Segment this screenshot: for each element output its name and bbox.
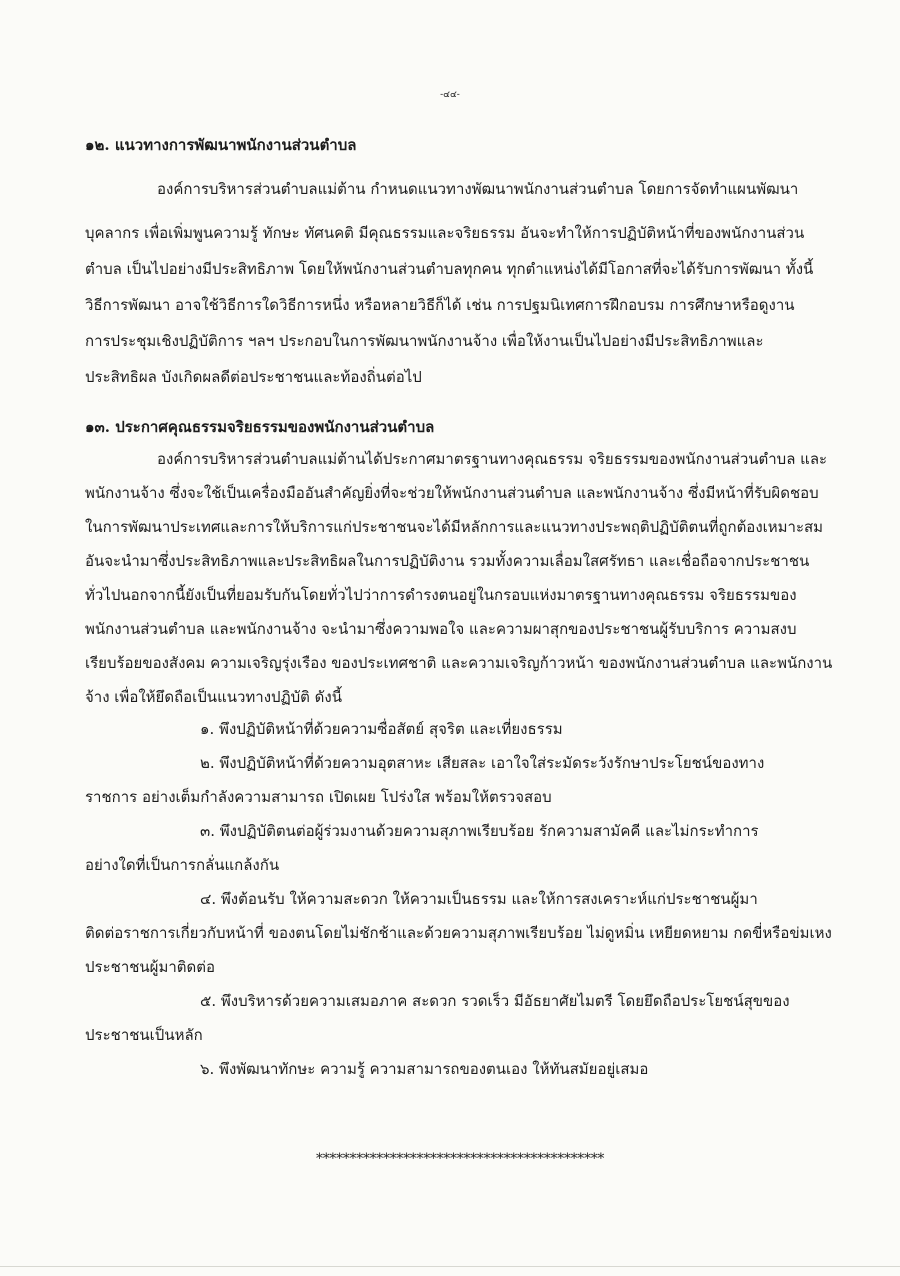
section-12-paragraph-line: บุคลากร เพื่อเพิ่มพูนความรู้ ทักษะ ทัศนคติ มีคุณธรรมและจริยธรรม อันจะทำให้การปฏิบัติหน้าที่ของพนักงานส่วน [85, 224, 805, 242]
section-13-paragraph-line: พนักงานจ้าง ซึ่งจะใช้เป็นเครื่องมืออันสำคัญยิ่งที่จะช่วยให้พนักงานส่วนตำบล และพนักงานจ้าง ซึ่งมีหน้าที่รับผิดชอบ [85, 484, 819, 502]
section-13-paragraph-line: ในการพัฒนาประเทศและการให้บริการแก่ประชาชนจะได้มีหลักการและแนวทางประพฤติปฏิบัติตนที่ถูกต้องเหมาะสม [85, 518, 824, 536]
ethics-item-3: ๓. พึงปฏิบัติตนต่อผู้ร่วมงานด้วยความสุภาพเรียบร้อย รักความสามัคคี และไม่กระทำการ [200, 822, 759, 840]
section-12-paragraph-line: การประชุมเชิงปฏิบัติการ ฯลฯ ประกอบในการพัฒนาพนักงานจ้าง เพื่อให้งานเป็นไปอย่างมีประสิทธิภาพและ [85, 332, 764, 350]
ethics-item-2-continuation: ราชการ อย่างเต็มกำลังความสามารถ เปิดเผย โปร่งใส พร้อมให้ตรวจสอบ [85, 788, 552, 806]
section-12-paragraph-line: ตำบล เป็นไปอย่างมีประสิทธิภาพ โดยให้พนักงานส่วนตำบลทุกคน ทุกตำแหน่งได้มีโอกาสที่จะได้รับการพัฒนา ทั้งนี้ [85, 260, 814, 278]
section-13-paragraph-line: พนักงานส่วนตำบล และพนักงานจ้าง จะนำมาซึ่งความพอใจ และความผาสุกของประชาชนผู้รับบริการ ความสงบ [85, 620, 797, 638]
section-12-paragraph-line: องค์การบริหารส่วนตำบลแม่ต้าน กำหนดแนวทางพัฒนาพนักงานส่วนตำบล โดยการจัดทำแผนพัฒนา [157, 180, 799, 198]
ethics-item-4-continuation: ติดต่อราชการเกี่ยวกับหน้าที่ ของตนโดยไม่ชักช้าและด้วยความสุภาพเรียบร้อย ไม่ดูหมิ่น เหยียดหยาม กดขี่หรือข่มเหง [85, 924, 832, 942]
section-13-paragraph-line: อันจะนำมาซึ่งประสิทธิภาพและประสิทธิผลในการปฏิบัติงาน รวมทั้งความเลื่อมใสศรัทธา และเชื่อถือจากประชาชน [85, 552, 810, 570]
section-13-paragraph-line: องค์การบริหารส่วนตำบลแม่ต้านได้ประกาศมาตรฐานทางคุณธรรม จริยธรรมของพนักงานส่วนตำบล และ [157, 450, 828, 468]
ethics-item-4-continuation: ประชาชนผู้มาติดต่อ [85, 958, 216, 976]
ethics-item-4: ๔. พึงต้อนรับ ให้ความสะดวก ให้ความเป็นธรรม และให้การสงเคราะห์แก่ประชาชนผู้มา [200, 890, 758, 908]
ethics-item-3-continuation: อย่างใดที่เป็นการกลั่นแกล้งกัน [85, 856, 280, 874]
ethics-item-5-continuation: ประชาชนเป็นหลัก [85, 1026, 203, 1044]
ethics-item-5: ๕. พึงบริหารด้วยความเสมอภาค สะดวก รวดเร็ว มีอัธยาศัยไมตรี โดยยึดถือประโยชน์สุขของ [200, 992, 790, 1010]
ethics-item-1: ๑. พึงปฏิบัติหน้าที่ด้วยความซื่อสัตย์ สุจริต และเที่ยงธรรม [200, 720, 563, 738]
section-13-paragraph-line: เรียบร้อยของสังคม ความเจริญรุ่งเรือง ของประเทศชาติ และความเจริญก้าวหน้า ของพนักงานส่วนตำบล และพนักงาน [85, 654, 833, 672]
section-12-paragraph-line: ประสิทธิผล บังเกิดผลดีต่อประชาชนและท้องถิ่นต่อไป [85, 368, 422, 386]
ethics-item-2: ๒. พึงปฏิบัติหน้าที่ด้วยความอุตสาหะ เสียสละ เอาใจใส่ระมัดระวังรักษาประโยชน์ของทาง [200, 754, 765, 772]
section-13-paragraph-line: จ้าง เพื่อให้ยึดถือเป็นแนวทางปฏิบัติ ดังนี้ [85, 688, 342, 706]
section-12-paragraph-line: วิธีการพัฒนา อาจใช้วิธีการใดวิธีการหนึ่ง หรือหลายวิธีก็ได้ เช่น การปฐมนิเทศการฝึกอบรม การศึกษาหรือดูงาน [85, 296, 795, 314]
page-bottom-edge [0, 1266, 900, 1267]
page-number: -๔๔- [440, 90, 460, 100]
section-12-heading: ๑๒. แนวทางการพัฒนาพนักงานส่วนตำบล [85, 136, 357, 154]
section-13-heading: ๑๓. ประกาศคุณธรรมจริยธรรมของพนักงานส่วนตำบล [85, 418, 435, 436]
section-13-paragraph-line: ทั่วไปนอกจากนี้ยังเป็นที่ยอมรับกันโดยทั่วไปว่าการดำรงตนอยู่ในกรอบแห่งมาตรฐานทางคุณธรรม จริยธรรมของ [85, 586, 797, 604]
ethics-item-6: ๖. พึงพัฒนาทักษะ ความรู้ ความสามารถของตนเอง ให้ทันสมัยอยู่เสมอ [200, 1060, 649, 1078]
closing-separator: ******************************************* [316, 1151, 605, 1167]
